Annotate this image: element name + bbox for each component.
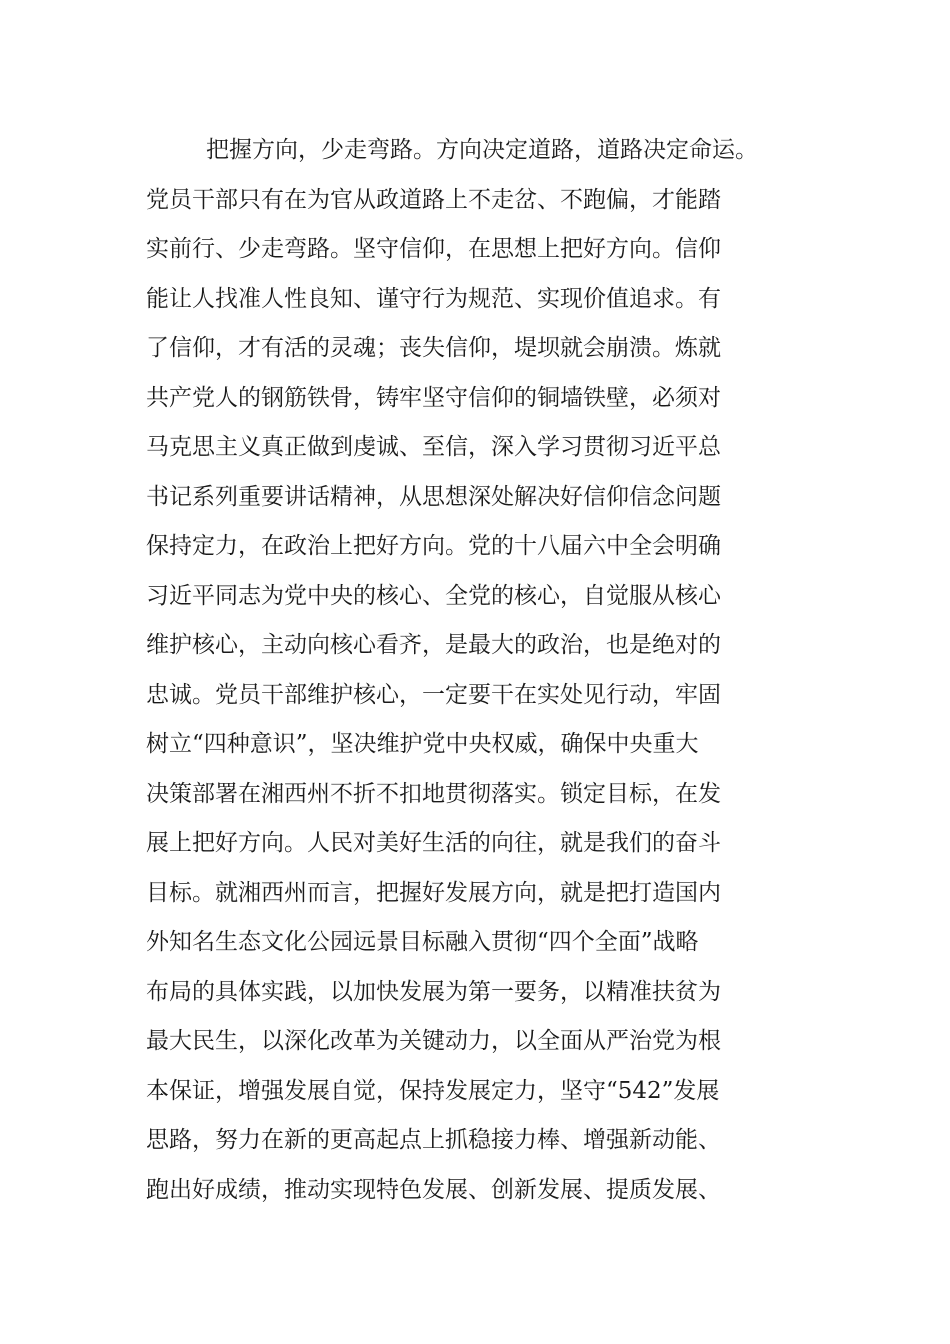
paragraph-line: 党员干部只有在为官从政道路上不走岔、不跑偏，才能踏 xyxy=(146,186,721,213)
paragraph-line: 马克思主义真正做到虔诚、至信，深入学习贯彻习近平总 xyxy=(146,434,721,460)
paragraph-line: 跑出好成绩，推动实现特色发展、创新发展、提质发展、 xyxy=(146,1176,721,1203)
paragraph-line: 最大民生，以深化改革为关键动力，以全面从严治党为根 xyxy=(146,1028,721,1054)
paragraph-line: 习近平同志为党中央的核心、全党的核心，自觉服从核心 xyxy=(146,582,721,609)
paragraph-line: 能让人找准人性良知、谨守行为规范、实现价值追求。有 xyxy=(146,285,721,312)
paragraph-line: 忠诚。党员干部维护核心，一定要干在实处见行动，牢固 xyxy=(146,681,721,708)
paragraph-line: 决策部署在湘西州不折不扣地贯彻落实。锁定目标，在发 xyxy=(146,780,721,807)
paragraph-line: 维护核心，主动向核心看齐，是最大的政治，也是绝对的 xyxy=(146,632,721,658)
paragraph-line: 实前行、少走弯路。坚守信仰，在思想上把好方向。信仰 xyxy=(146,236,721,262)
paragraph-line: 了信仰，才有活的灵魂；丧失信仰，堤坝就会崩溃。炼就 xyxy=(146,335,721,361)
paragraph-line: 书记系列重要讲话精神，从思想深处解决好信仰信念问题 xyxy=(146,483,721,510)
paragraph-line: 本保证，增强发展自觉，保持发展定力，坚守“542”发展 xyxy=(146,1077,720,1104)
paragraph-line: 保持定力，在政治上把好方向。党的十八届六中全会明确 xyxy=(146,533,721,559)
paragraph-line: 共产党人的钢筋铁骨，铸牢坚守信仰的铜墙铁壁，必须对 xyxy=(146,384,721,411)
paragraph-line: 把握方向，少走弯路。方向决定道路，道路决定命运。 xyxy=(206,137,758,163)
paragraph-line: 布局的具体实践，以加快发展为第一要务，以精准扶贫为 xyxy=(146,978,721,1005)
paragraph-line: 外知名生态文化公园远景目标融入贯彻“四个全面”战略 xyxy=(146,929,699,955)
body-paragraph xyxy=(146,126,846,1215)
paragraph-line: 目标。就湘西州而言，把握好发展方向，就是把打造国内 xyxy=(146,879,721,906)
paragraph-line: 树立“四种意识”，坚决维护党中央权威，确保中央重大 xyxy=(146,731,699,757)
paragraph-line: 思路，努力在新的更高起点上抓稳接力棒、增强新动能、 xyxy=(146,1127,721,1153)
paragraph-line: 展上把好方向。人民对美好生活的向往，就是我们的奋斗 xyxy=(146,830,721,856)
